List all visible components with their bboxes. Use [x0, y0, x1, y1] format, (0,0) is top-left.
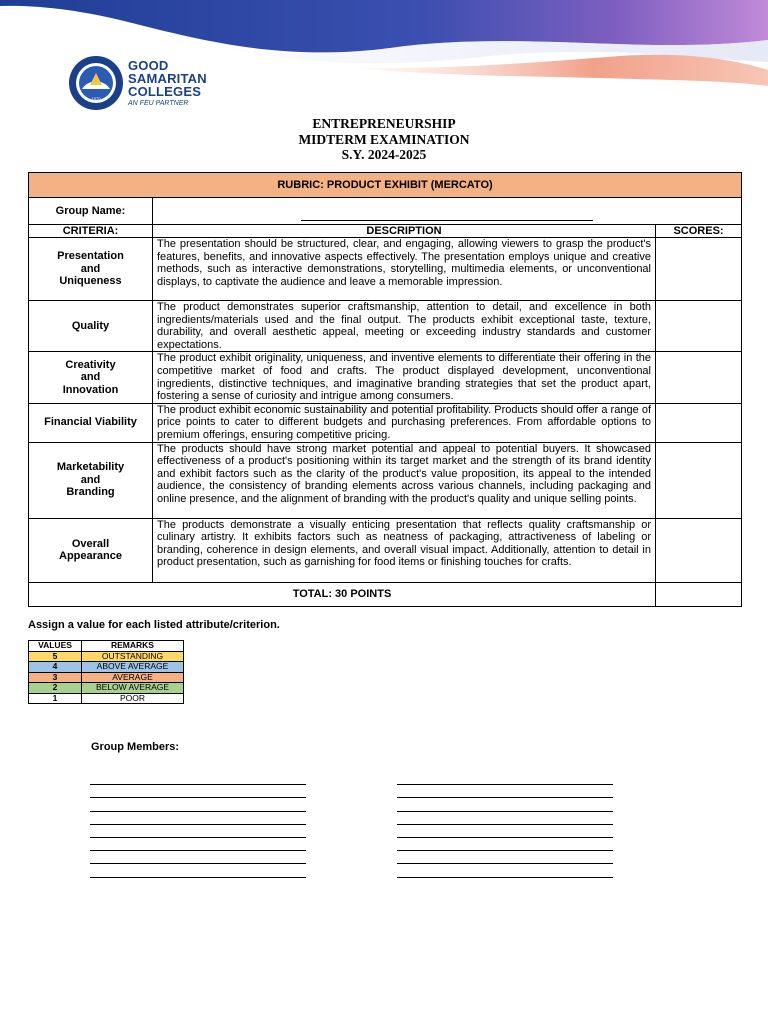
logo-line-1: GOOD — [128, 58, 169, 73]
logo-line-2: SAMARITAN — [128, 71, 207, 86]
members-column-left — [90, 772, 306, 878]
member-line[interactable] — [90, 825, 306, 838]
member-line[interactable] — [397, 785, 613, 798]
description-financial-viability: The product exhibit economic sustainability and potential profitability. Products should offer a range of price points to cater to different budgets and purchasing preferences. From affordable options to premium offerings, ensuring competitive pricing. — [153, 403, 656, 442]
remark-cell: BELOW AVERAGE — [82, 683, 184, 694]
score-cell[interactable] — [656, 301, 742, 352]
rubric-table — [28, 172, 742, 607]
description-marketability: The products should have strong market potential and appeal to potential buyers. It showcased effectiveness of a product's positioning within its target market and the strength of its brand identity and exhibit factors such as the clarity of the product's value proposition, its appeal to the intended audience, the consistency of branding elements across various channels, including packaging and online presence, and the alignment of branding with the product's quality and unique selling points. — [153, 442, 656, 518]
description-creativity: The product exhibit originality, uniqueness, and inventive elements to differentiate their offering in the competitive market of food and crafts. The product displayed development, unconventional ingredients, distinctive techniques, and imaginative branding strategies that set the product apart, fostering a sense of curiosity and intrigue among consumers. — [153, 352, 656, 403]
school-logo — [68, 55, 207, 111]
score-cell[interactable] — [656, 518, 742, 582]
member-line[interactable] — [90, 772, 306, 785]
member-line[interactable] — [90, 864, 306, 877]
values-header: VALUES — [29, 641, 82, 652]
criteria-header: CRITERIA: — [29, 225, 153, 238]
rubric-row — [29, 352, 742, 403]
member-line[interactable] — [90, 838, 306, 851]
member-line[interactable] — [90, 785, 306, 798]
remarks-header: REMARKS — [82, 641, 184, 652]
score-cell[interactable] — [656, 238, 742, 301]
rubric-title: RUBRIC: PRODUCT EXHIBIT (MERCATO) — [29, 173, 742, 198]
value-cell: 4 — [29, 662, 82, 673]
value-row — [29, 672, 184, 683]
member-line[interactable] — [90, 798, 306, 811]
values-table — [28, 640, 184, 704]
criterion-presentation: Presentation and Uniqueness — [29, 238, 153, 301]
logo-tagline: AN FEU PARTNER — [128, 100, 189, 107]
group-name-field[interactable] — [153, 198, 742, 225]
value-cell: 3 — [29, 672, 82, 683]
member-line[interactable] — [397, 772, 613, 785]
seal-icon — [68, 55, 124, 111]
value-row — [29, 651, 184, 662]
remark-cell: ABOVE AVERAGE — [82, 662, 184, 673]
score-cell[interactable] — [656, 442, 742, 518]
criterion-overall-appearance: Overall Appearance — [29, 518, 153, 582]
rubric-row — [29, 238, 742, 301]
scores-header: SCORES: — [656, 225, 742, 238]
group-name-label: Group Name: — [29, 198, 153, 225]
remark-cell: OUTSTANDING — [82, 651, 184, 662]
member-line[interactable] — [397, 798, 613, 811]
value-cell: 2 — [29, 683, 82, 694]
rubric-row — [29, 403, 742, 442]
value-row — [29, 693, 184, 704]
exam-heading — [0, 116, 768, 163]
criterion-financial-viability: Financial Viability — [29, 403, 153, 442]
group-name-line — [301, 212, 593, 221]
score-cell[interactable] — [656, 352, 742, 403]
subject-title: ENTREPRENEURSHIP — [312, 116, 456, 131]
total-score-cell[interactable] — [656, 582, 742, 606]
value-row — [29, 662, 184, 673]
description-quality: The product demonstrates superior craftsmanship, attention to detail, and excellence in both ingredients/materials used and the final output. The products exhibit exceptional taste, texture, durability, and overall aesthetic appeal, meeting or exceeding industry standards and customer expectations. — [153, 301, 656, 352]
value-cell: 5 — [29, 651, 82, 662]
member-line[interactable] — [397, 864, 613, 877]
criterion-quality: Quality — [29, 301, 153, 352]
member-line[interactable] — [90, 851, 306, 864]
member-line[interactable] — [397, 851, 613, 864]
description-header: DESCRIPTION — [153, 225, 656, 238]
members-column-right — [397, 772, 613, 878]
rubric-row — [29, 301, 742, 352]
criterion-marketability: Marketability and Branding — [29, 442, 153, 518]
value-row — [29, 683, 184, 694]
description-overall-appearance: The products demonstrate a visually enticing presentation that reflects quality craftsmanship or culinary artistry. It exhibits factors such as neatness of packaging, attractiveness of labeling or branding, coherence in design elements, and overall visual impact. Additionally, attention to detail in product presentation, such as garnishing for food items or finishing touches for crafts. — [153, 518, 656, 582]
member-line[interactable] — [397, 838, 613, 851]
rubric-row — [29, 442, 742, 518]
criterion-creativity: Creativity and Innovation — [29, 352, 153, 403]
exam-title: MIDTERM EXAMINATION — [298, 131, 470, 147]
group-members-label: Group Members: — [91, 741, 180, 753]
remark-cell: POOR — [82, 693, 184, 704]
total-points: TOTAL: 30 POINTS — [29, 582, 656, 606]
logo-line-3: COLLEGES — [128, 84, 202, 99]
member-line[interactable] — [397, 812, 613, 825]
rubric-row — [29, 518, 742, 582]
school-year: S.Y. 2024-2025 — [341, 147, 427, 162]
member-line[interactable] — [397, 825, 613, 838]
score-cell[interactable] — [656, 403, 742, 442]
remark-cell: AVERAGE — [82, 672, 184, 683]
description-presentation: The presentation should be structured, clear, and engaging, allowing viewers to grasp the product's features, benefits, and innovative aspects effectively. The presentation employs unique and creative methods, such as interactive demonstrations, storytelling, multimedia elements, or unconventional displays, to captivate the audience and leave a memorable impression. — [153, 238, 656, 301]
member-line[interactable] — [90, 812, 306, 825]
assign-note: Assign a value for each listed attribute/criterion. — [28, 619, 280, 631]
seal-year: 1970 — [91, 96, 101, 101]
value-cell: 1 — [29, 693, 82, 704]
